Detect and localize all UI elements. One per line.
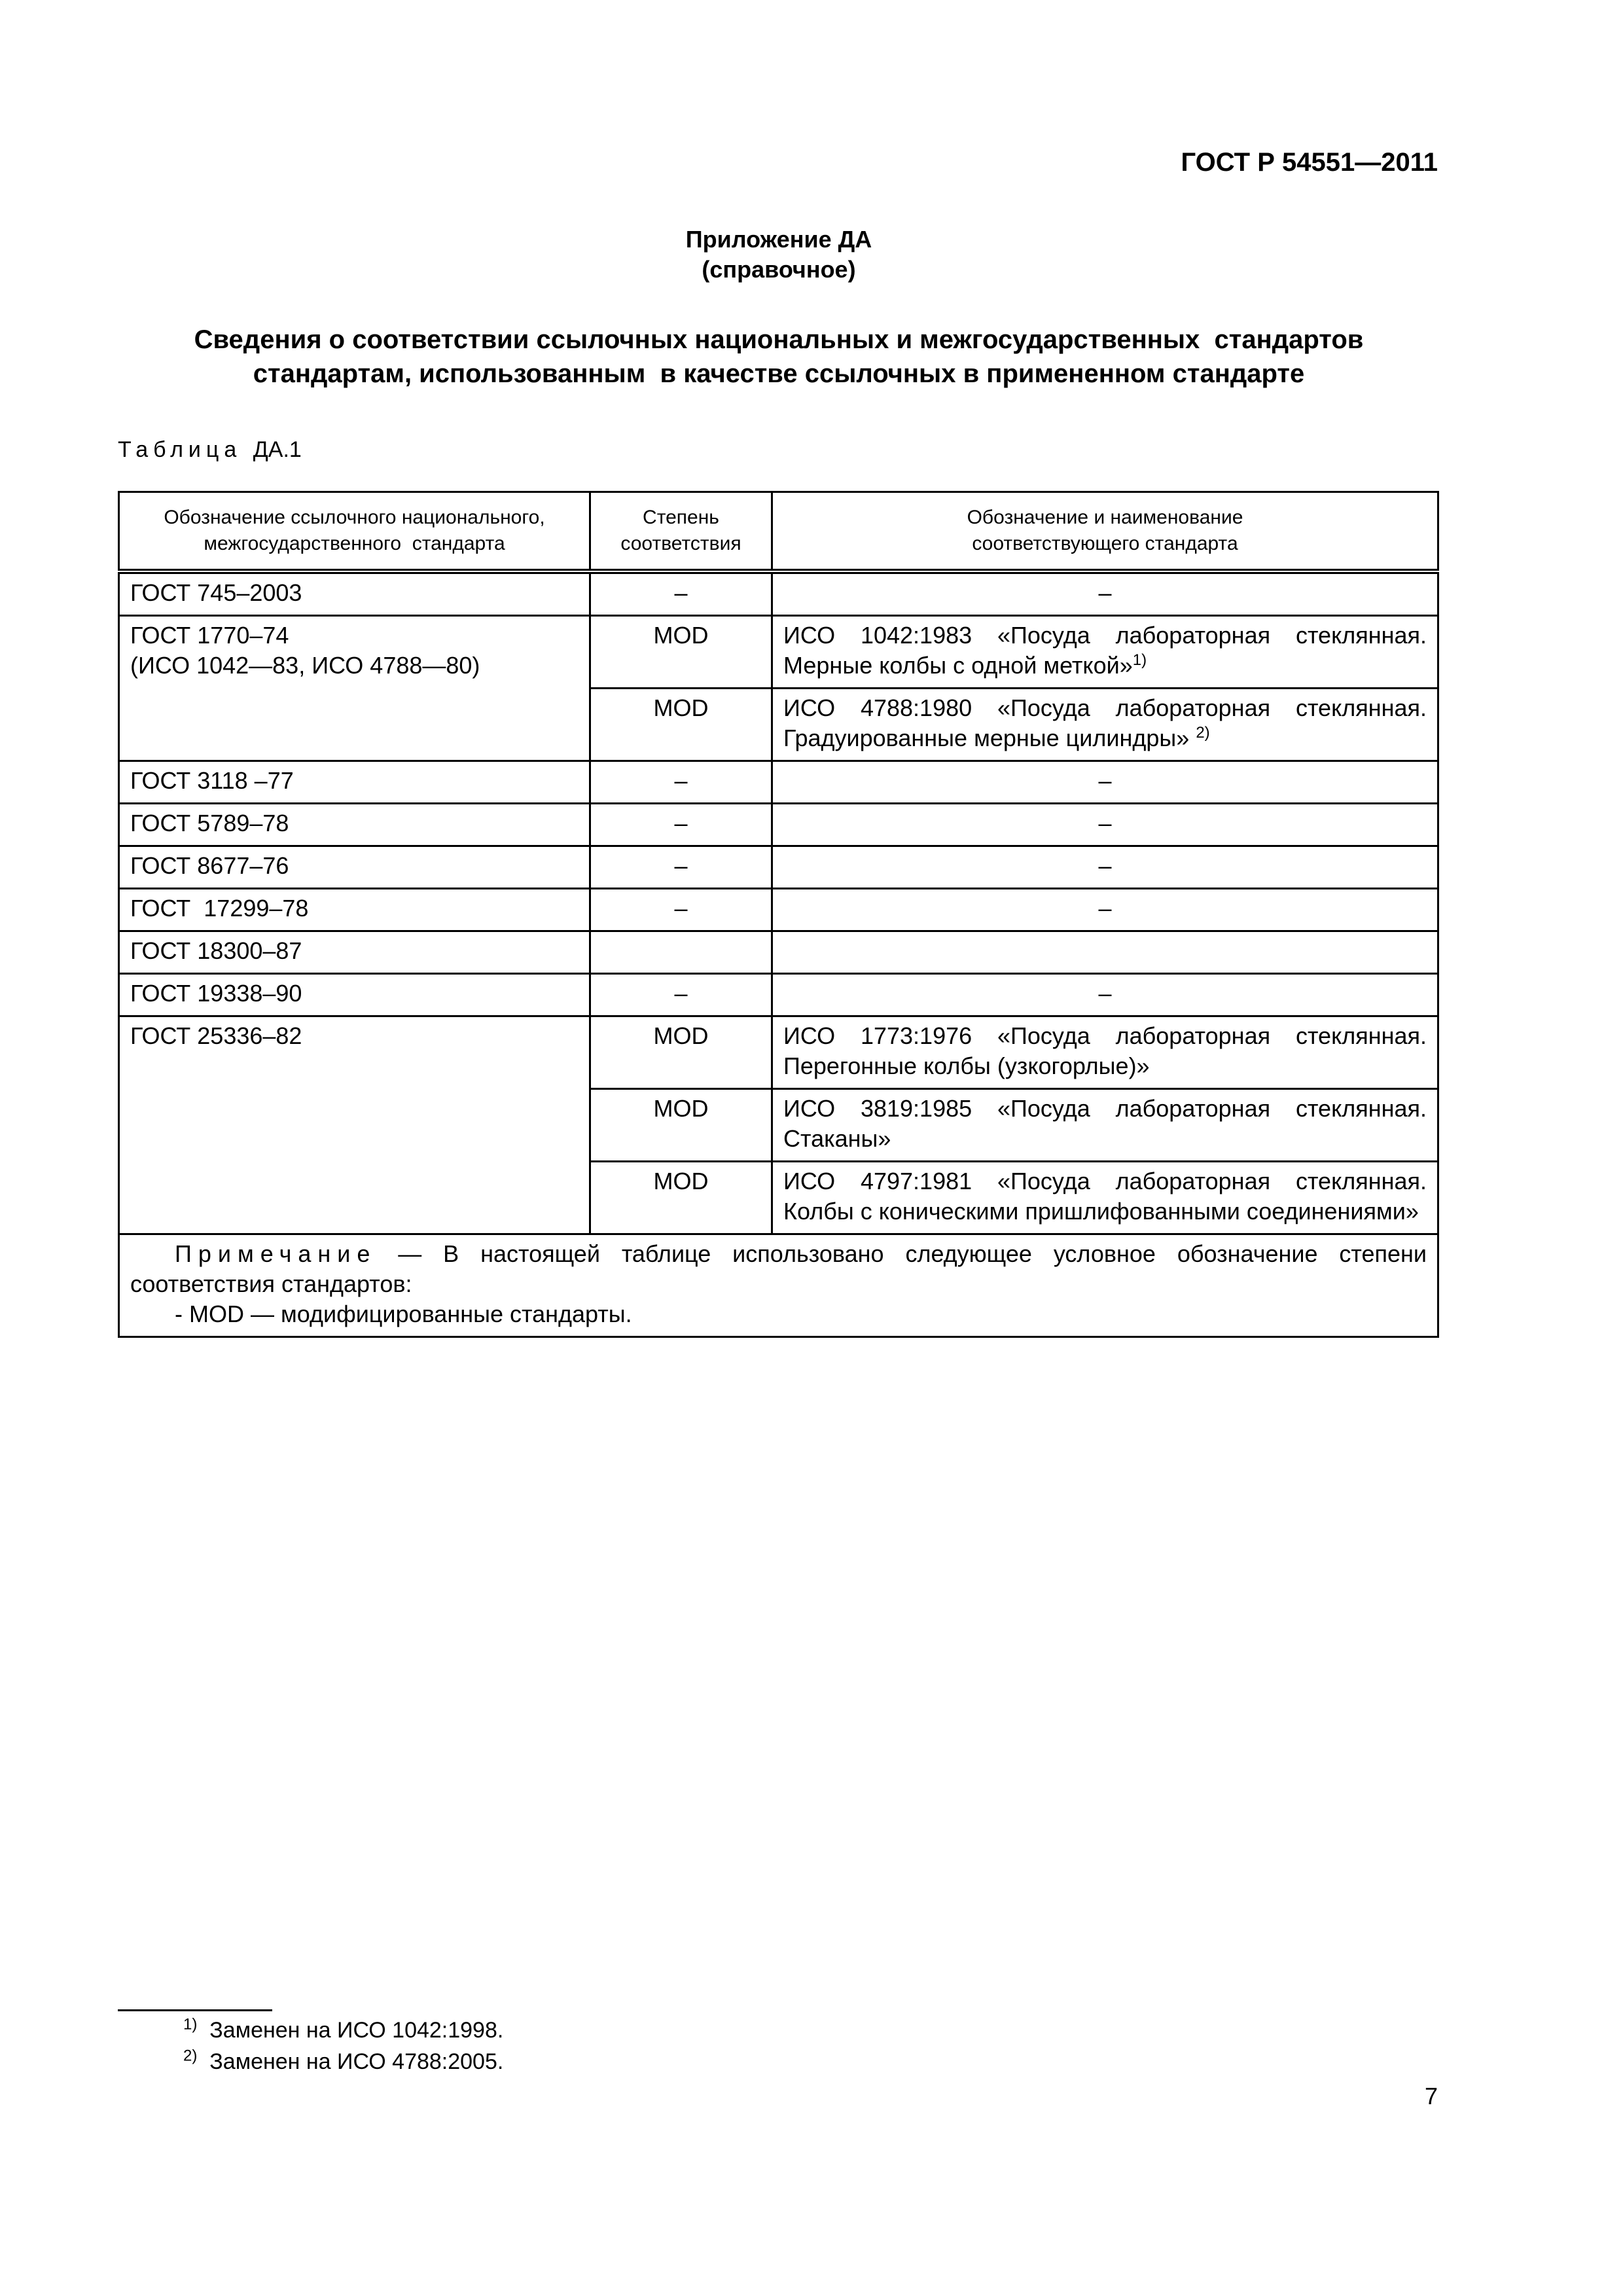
cell-standard: ГОСТ 5789–78: [119, 804, 590, 846]
table-row: [119, 889, 1438, 931]
cell-degree: –: [590, 571, 772, 616]
cell-degree: MOD: [590, 1016, 772, 1089]
table-header-row: [119, 492, 1438, 572]
footnotes: [183, 2015, 503, 2077]
cell-corresponding: ИСО 3819:1985 «Посуда лабораторная стеклянная. Стаканы»: [772, 1089, 1438, 1162]
table-caption-label: Таблица: [118, 437, 242, 462]
table-note-row: [119, 1234, 1438, 1337]
cell-corresponding: –: [772, 889, 1438, 931]
footnote: $^{2)}$ Заменен на ИСО 4788:2005.: [183, 2047, 504, 2074]
cell-degree: –: [590, 804, 772, 846]
table-row: [119, 1016, 1438, 1089]
cell-degree: –: [590, 761, 772, 804]
note-text: — В настоящей таблице использовано следующее условное обозначение степени соответствия стандартов:: [130, 1240, 1427, 1297]
column-header-degree: Степень соответствия: [590, 492, 772, 572]
note-item: - MOD — модифицированные стандарты.: [175, 1300, 632, 1327]
cell-degree: MOD: [590, 689, 772, 761]
heading-line-2: стандартам, использованным в качестве ссылочных в примененном стандарте: [253, 359, 1305, 388]
cell-corresponding: ИСО 1773:1976 «Посуда лабораторная стеклянная. Перегонные колбы (узкогорлые)»: [772, 1016, 1438, 1089]
footnote-ref: 2): [1196, 724, 1210, 742]
table-row: [119, 846, 1438, 889]
cell-standard: ГОСТ 18300–87: [119, 931, 590, 974]
footnote-ref: 1): [1132, 651, 1147, 669]
cell-degree: –: [590, 889, 772, 931]
cell-corresponding: –: [772, 846, 1438, 889]
table-row: [119, 761, 1438, 804]
cell-degree: –: [590, 846, 772, 889]
column-header-reference-standard: Обозначение ссылочного национального, межгосударственного стандарта: [119, 492, 590, 572]
section-heading: [118, 323, 1440, 391]
cell-corresponding: ИСО 4788:1980 «Посуда лабораторная стеклянная. Градуированные мерные цилиндры» $^{2)}$: [772, 689, 1438, 761]
document-code: ГОСТ Р 54551—2011: [1181, 148, 1438, 177]
cell-degree: [590, 931, 772, 974]
cell-standard: ГОСТ 3118 –77: [119, 761, 590, 804]
page-number: 7: [1424, 2083, 1438, 2109]
table-row: [119, 931, 1438, 974]
cell-standard: ГОСТ 25336–82: [119, 1016, 590, 1234]
cell-standard: ГОСТ 19338–90: [119, 974, 590, 1016]
cell-corresponding: –: [772, 804, 1438, 846]
footnote: $^{1)}$ Заменен на ИСО 1042:1998.: [183, 2015, 504, 2043]
cell-corresponding: –: [772, 974, 1438, 1016]
footnote-separator: [118, 2009, 272, 2011]
table-row: [119, 571, 1438, 616]
cell-corresponding: [772, 931, 1438, 974]
table-row: [119, 804, 1438, 846]
cell-degree: MOD: [590, 616, 772, 689]
table-caption-number: ДА.1: [253, 437, 302, 462]
annex-title: Приложение ДА: [685, 226, 872, 253]
annex-type: (справочное): [702, 256, 856, 283]
cell-standard: ГОСТ 8677–76: [119, 846, 590, 889]
cell-degree: MOD: [590, 1162, 772, 1234]
cell-corresponding: ИСО 4797:1981 «Посуда лабораторная стеклянная. Колбы с коническими пришлифованными соединениями»: [772, 1162, 1438, 1234]
table-row: [119, 616, 1438, 689]
correspondence-table: [118, 491, 1439, 1338]
cell-degree: MOD: [590, 1089, 772, 1162]
column-header-corresponding-standard: Обозначение и наименование соответствующего стандарта: [772, 492, 1438, 572]
table-note: [119, 1234, 1438, 1337]
cell-standard: ГОСТ 1770–74 (ИСО 1042—83, ИСО 4788—80): [119, 616, 590, 761]
annex-title-block: [0, 224, 1558, 285]
cell-standard: ГОСТ 745–2003: [119, 571, 590, 616]
cell-corresponding: –: [772, 571, 1438, 616]
cell-degree: –: [590, 974, 772, 1016]
heading-line-1: Сведения о соответствии ссылочных национальных и межгосударственных стандартов: [194, 325, 1364, 354]
note-label: Примечание: [175, 1240, 377, 1267]
cell-corresponding: ИСО 1042:1983 «Посуда лабораторная стеклянная. Мерные колбы с одной меткой»$^{1)}$: [772, 616, 1438, 689]
cell-corresponding: –: [772, 761, 1438, 804]
table-row: [119, 974, 1438, 1016]
cell-standard: ГОСТ 17299–78: [119, 889, 590, 931]
table-caption: [118, 437, 302, 463]
